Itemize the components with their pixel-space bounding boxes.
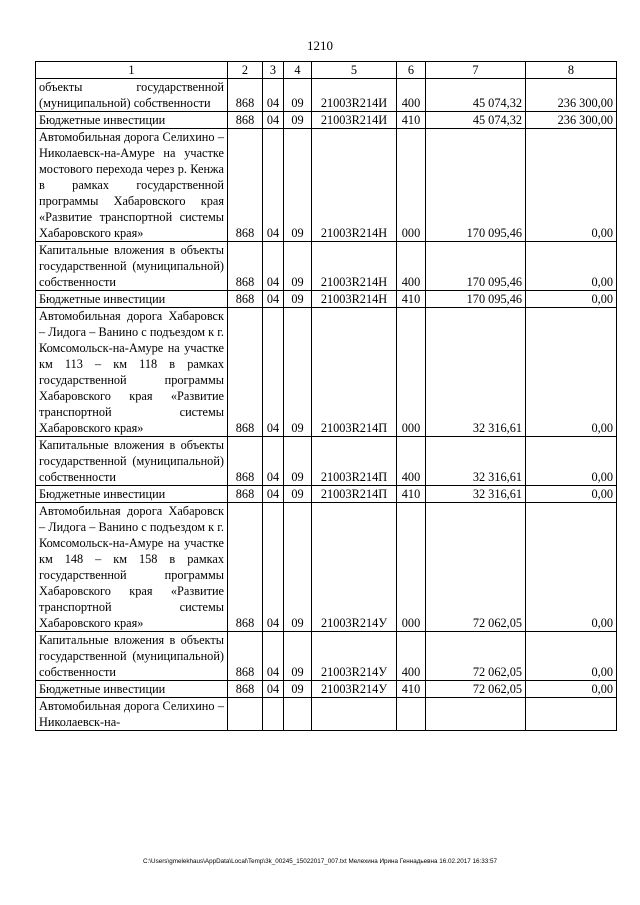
subsection-code-cell: 09 [284,681,312,698]
target-item-code-cell: 21003R214И [312,79,397,112]
subsection-code-cell: 09 [284,437,312,486]
target-item-code-cell [312,698,397,731]
ministry-code-cell: 868 [228,308,263,437]
amount-year1-cell: 170 095,46 [426,129,526,242]
expense-type-code-cell: 410 [397,112,426,129]
amount-year2-cell: 0,00 [526,486,617,503]
expense-name-cell: Автомобильная дорога Хабаровск – Лидога – Ванино с подъездом к г. Комсомольск-на-Амуре на участке км 148 – км 158 в рамках государственной программы Хабаровского края «Развитие транспортной системы Хабаровского края» [36,503,228,632]
section-code-cell: 04 [263,503,284,632]
amount-year2-cell: 236 300,00 [526,112,617,129]
amount-year1-cell: 32 316,61 [426,486,526,503]
amount-year2-cell: 0,00 [526,129,617,242]
target-item-code-cell: 21003R214У [312,681,397,698]
amount-year1-cell: 32 316,61 [426,308,526,437]
table-row [36,486,617,503]
column-header: 1 [36,62,228,79]
table-row [36,437,617,486]
subsection-code-cell: 09 [284,632,312,681]
subsection-code-cell: 09 [284,242,312,291]
expense-type-code-cell: 400 [397,79,426,112]
target-item-code-cell: 21003R214Н [312,242,397,291]
expense-type-code-cell [397,698,426,731]
file-path-footer: C:\Users\gmelekhaus\AppData\Local\Temp\3k_00245_15022017_007.txt Мелехина Ирина Геннадьевна 16.02.2017 16:33:57 [142,858,498,865]
expense-type-code-cell: 000 [397,308,426,437]
column-header: 7 [426,62,526,79]
amount-year1-cell: 72 062,05 [426,681,526,698]
target-item-code-cell: 21003R214П [312,437,397,486]
expense-type-code-cell: 000 [397,503,426,632]
amount-year2-cell: 0,00 [526,437,617,486]
amount-year2-cell: 236 300,00 [526,79,617,112]
amount-year1-cell: 170 095,46 [426,242,526,291]
subsection-code-cell: 09 [284,503,312,632]
expense-name-cell: Бюджетные инвестиции [36,291,228,308]
ministry-code-cell: 868 [228,486,263,503]
column-header: 6 [397,62,426,79]
ministry-code-cell: 868 [228,632,263,681]
target-item-code-cell: 21003R214Н [312,129,397,242]
amount-year2-cell: 0,00 [526,291,617,308]
target-item-code-cell: 21003R214П [312,308,397,437]
expense-name-cell: объекты государственной (муниципальной) собственности [36,79,228,112]
column-header: 4 [284,62,312,79]
ministry-code-cell: 868 [228,129,263,242]
table-row [36,291,617,308]
expense-type-code-cell: 410 [397,486,426,503]
section-code-cell: 04 [263,129,284,242]
expense-type-code-cell: 410 [397,291,426,308]
expense-name-cell: Капитальные вложения в объекты государственной (муниципальной) собственности [36,437,228,486]
amount-year1-cell: 72 062,05 [426,632,526,681]
table-row [36,698,617,731]
column-header: 2 [228,62,263,79]
amount-year2-cell: 0,00 [526,681,617,698]
amount-year1-cell: 32 316,61 [426,437,526,486]
subsection-code-cell [284,698,312,731]
section-code-cell: 04 [263,112,284,129]
expense-name-cell: Капитальные вложения в объекты государственной (муниципальной) собственности [36,242,228,291]
column-header: 8 [526,62,617,79]
section-code-cell: 04 [263,437,284,486]
budget-table [35,61,617,731]
amount-year1-cell: 170 095,46 [426,291,526,308]
table-row [36,79,617,112]
table-row [36,129,617,242]
table-header-row [36,62,617,79]
amount-year1-cell: 45 074,32 [426,112,526,129]
section-code-cell: 04 [263,681,284,698]
table-row [36,242,617,291]
subsection-code-cell: 09 [284,308,312,437]
page-number: 1210 [307,38,333,53]
expense-type-code-cell: 000 [397,129,426,242]
ministry-code-cell: 868 [228,79,263,112]
ministry-code-cell: 868 [228,437,263,486]
amount-year2-cell: 0,00 [526,503,617,632]
section-code-cell: 04 [263,291,284,308]
amount-year2-cell: 0,00 [526,308,617,437]
expense-type-code-cell: 400 [397,437,426,486]
subsection-code-cell: 09 [284,79,312,112]
section-code-cell: 04 [263,79,284,112]
subsection-code-cell: 09 [284,291,312,308]
column-header: 3 [263,62,284,79]
column-header: 5 [312,62,397,79]
expense-type-code-cell: 400 [397,242,426,291]
amount-year1-cell: 72 062,05 [426,503,526,632]
expense-name-cell: Бюджетные инвестиции [36,486,228,503]
ministry-code-cell: 868 [228,291,263,308]
expense-type-code-cell: 400 [397,632,426,681]
expense-name-cell: Бюджетные инвестиции [36,112,228,129]
section-code-cell: 04 [263,486,284,503]
subsection-code-cell: 09 [284,486,312,503]
ministry-code-cell: 868 [228,242,263,291]
table-row [36,632,617,681]
expense-type-code-cell: 410 [397,681,426,698]
amount-year1-cell: 45 074,32 [426,79,526,112]
subsection-code-cell: 09 [284,112,312,129]
amount-year2-cell: 0,00 [526,242,617,291]
table-row [36,503,617,632]
section-code-cell: 04 [263,632,284,681]
table-row [36,308,617,437]
table-row [36,681,617,698]
target-item-code-cell: 21003R214У [312,632,397,681]
target-item-code-cell: 21003R214Н [312,291,397,308]
expense-name-cell: Автомобильная дорога Хабаровск – Лидога – Ванино с подъездом к г. Комсомольск-на-Амуре на участке км 113 – км 118 в рамках государственной программы Хабаровского края «Развитие транспортной системы Хабаровского края» [36,308,228,437]
amount-year2-cell [526,698,617,731]
amount-year2-cell: 0,00 [526,632,617,681]
section-code-cell [263,698,284,731]
subsection-code-cell: 09 [284,129,312,242]
amount-year1-cell [426,698,526,731]
expense-name-cell: Бюджетные инвестиции [36,681,228,698]
target-item-code-cell: 21003R214П [312,486,397,503]
ministry-code-cell: 868 [228,681,263,698]
ministry-code-cell: 868 [228,112,263,129]
ministry-code-cell: 868 [228,503,263,632]
expense-name-cell: Автомобильная дорога Селихино – Николаевск-на-Амуре на участке мостового перехода через р. Кенжа в рамках государственной программы Хабаровского края «Развитие транспортной системы Хабаровского края» [36,129,228,242]
expense-name-cell: Капитальные вложения в объекты государственной (муниципальной) собственности [36,632,228,681]
target-item-code-cell: 21003R214И [312,112,397,129]
section-code-cell: 04 [263,242,284,291]
expense-name-cell: Автомобильная дорога Селихино – Николаевск-на- [36,698,228,731]
table-row [36,112,617,129]
target-item-code-cell: 21003R214У [312,503,397,632]
ministry-code-cell [228,698,263,731]
section-code-cell: 04 [263,308,284,437]
